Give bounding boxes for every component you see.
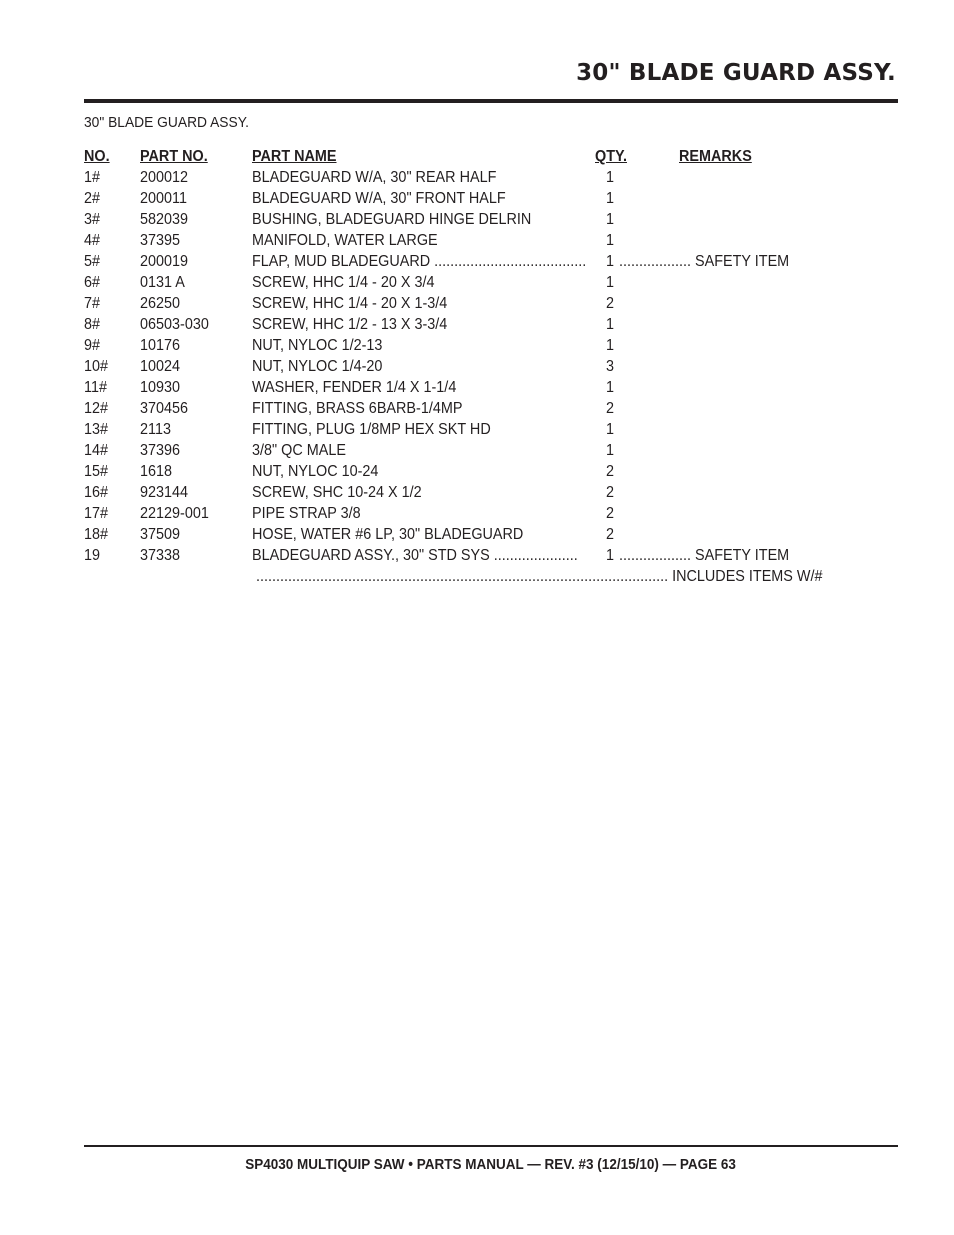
part-number: 1618 — [140, 463, 173, 480]
part-name: SCREW, HHC 1/4 - 20 X 1-3/4 — [252, 295, 448, 312]
table-row — [84, 461, 904, 482]
part-number: 923144 — [140, 484, 189, 501]
column-header-remarks: REMARKS — [679, 148, 752, 165]
column-header-no: NO. — [84, 148, 110, 165]
title-rule — [84, 99, 898, 103]
part-number-index: 18# — [84, 526, 109, 543]
table-row — [84, 188, 904, 209]
part-number: 200012 — [140, 169, 189, 186]
quantity: 2 — [606, 505, 615, 522]
quantity: 1 — [606, 253, 615, 270]
page-title: 30" BLADE GUARD ASSY. — [576, 60, 896, 86]
part-name: HOSE, WATER #6 LP, 30" BLADEGUARD — [252, 526, 524, 543]
column-header-part-no: PART NO. — [140, 148, 208, 165]
table-row — [84, 209, 904, 230]
column-header-part-name: PART NAME — [252, 148, 337, 165]
part-number: 37338 — [140, 547, 181, 564]
part-number-index: 9# — [84, 337, 101, 354]
part-number-index: 6# — [84, 274, 101, 291]
table-row — [84, 293, 904, 314]
table-row — [84, 335, 904, 356]
part-name: NUT, NYLOC 1/2-13 — [252, 337, 383, 354]
table-row — [84, 167, 904, 188]
table-row — [84, 440, 904, 461]
part-name: SCREW, HHC 1/2 - 13 X 3-3/4 — [252, 316, 448, 333]
quantity: 1 — [606, 211, 615, 228]
footer-text: SP4030 MULTIQUIP SAW • PARTS MANUAL — REV. #3 (12/15/10) — PAGE 63 — [245, 1156, 737, 1173]
part-number: 582039 — [140, 211, 189, 228]
page-footer — [84, 1156, 898, 1173]
remarks: .................. SAFETY ITEM — [619, 253, 790, 270]
part-number-index: 1# — [84, 169, 101, 186]
table-row — [84, 314, 904, 335]
table-row — [84, 251, 904, 272]
table-row — [84, 524, 904, 545]
part-name: SCREW, SHC 10-24 X 1/2 — [252, 484, 422, 501]
part-number-index: 8# — [84, 316, 101, 333]
part-number: 0131 A — [140, 274, 185, 291]
column-header-qty: QTY. — [595, 148, 628, 165]
part-number: 10176 — [140, 337, 181, 354]
part-name: BLADEGUARD W/A, 30" REAR HALF — [252, 169, 497, 186]
part-number-index: 12# — [84, 400, 109, 417]
parts-list — [84, 146, 904, 587]
table-row — [84, 482, 904, 503]
quantity: 1 — [606, 190, 615, 207]
table-row — [84, 356, 904, 377]
part-number-index: 7# — [84, 295, 101, 312]
quantity: 1 — [606, 421, 615, 438]
footer-rule — [84, 1145, 898, 1147]
parts-list-rows — [84, 167, 904, 566]
part-number: 370456 — [140, 400, 189, 417]
part-name: FLAP, MUD BLADEGUARD ...................................... — [252, 253, 587, 270]
part-name: NUT, NYLOC 10-24 — [252, 463, 379, 480]
part-number-index: 4# — [84, 232, 101, 249]
quantity: 1 — [606, 442, 615, 459]
part-number: 200019 — [140, 253, 189, 270]
quantity: 2 — [606, 526, 615, 543]
part-number: 22129-001 — [140, 505, 209, 522]
part-number-index: 14# — [84, 442, 109, 459]
parts-list-header — [84, 146, 904, 167]
part-name: SCREW, HHC 1/4 - 20 X 3/4 — [252, 274, 435, 291]
part-number: 10024 — [140, 358, 181, 375]
part-number: 37509 — [140, 526, 181, 543]
part-number: 37396 — [140, 442, 181, 459]
table-row — [84, 377, 904, 398]
part-number-index: 16# — [84, 484, 109, 501]
part-number: 06503-030 — [140, 316, 209, 333]
quantity: 1 — [606, 232, 615, 249]
part-name: BLADEGUARD ASSY., 30" STD SYS ..................... — [252, 547, 578, 564]
row-19-note-line — [84, 566, 904, 587]
part-name: PIPE STRAP 3/8 — [252, 505, 361, 522]
part-name: BUSHING, BLADEGUARD HINGE DELRIN — [252, 211, 532, 228]
part-number: 37395 — [140, 232, 181, 249]
part-number: 2113 — [140, 421, 171, 438]
part-number-index: 2# — [84, 190, 101, 207]
table-row — [84, 419, 904, 440]
part-number: 10930 — [140, 379, 181, 396]
quantity: 2 — [606, 463, 615, 480]
quantity: 1 — [606, 169, 615, 186]
part-name: FITTING, PLUG 1/8MP HEX SKT HD — [252, 421, 491, 438]
quantity: 1 — [606, 547, 615, 564]
part-number: 26250 — [140, 295, 181, 312]
part-number-index: 15# — [84, 463, 109, 480]
table-row — [84, 230, 904, 251]
part-number-index: 10# — [84, 358, 109, 375]
quantity: 1 — [606, 379, 615, 396]
part-name: FITTING, BRASS 6BARB-1/4MP — [252, 400, 463, 417]
part-number-index: 11# — [84, 379, 107, 396]
part-name: MANIFOLD, WATER LARGE — [252, 232, 438, 249]
row-19-note: ....................................................................................................... INCLUDES ITEMS W/# — [256, 568, 823, 585]
table-row — [84, 272, 904, 293]
part-name: 3/8" QC MALE — [252, 442, 346, 459]
part-number-index: 5# — [84, 253, 101, 270]
quantity: 2 — [606, 295, 615, 312]
part-number-index: 3# — [84, 211, 101, 228]
section-label: 30" BLADE GUARD ASSY. — [84, 114, 249, 131]
remarks: .................. SAFETY ITEM — [619, 547, 790, 564]
part-name: BLADEGUARD W/A, 30" FRONT HALF — [252, 190, 506, 207]
table-row — [84, 545, 904, 566]
part-number-index: 13# — [84, 421, 109, 438]
quantity: 1 — [606, 316, 615, 333]
part-name: WASHER, FENDER 1/4 X 1-1/4 — [252, 379, 457, 396]
quantity: 1 — [606, 274, 615, 291]
part-number-index: 17# — [84, 505, 109, 522]
part-name: NUT, NYLOC 1/4-20 — [252, 358, 383, 375]
table-row — [84, 398, 904, 419]
part-number: 200011 — [140, 190, 187, 207]
part-number-index: 19 — [84, 547, 101, 564]
quantity: 2 — [606, 484, 615, 501]
quantity: 3 — [606, 358, 615, 375]
table-row — [84, 503, 904, 524]
quantity: 2 — [606, 400, 615, 417]
quantity: 1 — [606, 337, 615, 354]
